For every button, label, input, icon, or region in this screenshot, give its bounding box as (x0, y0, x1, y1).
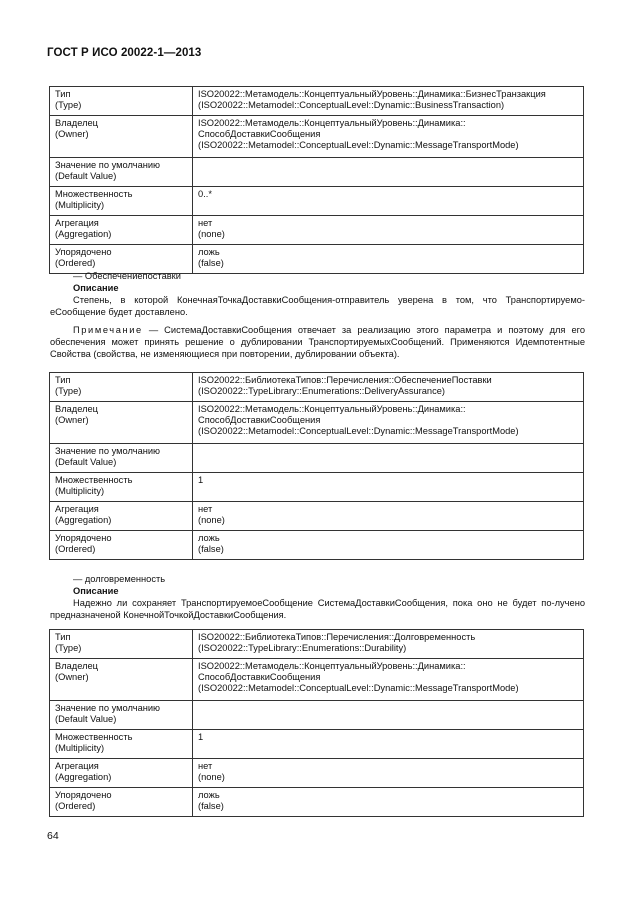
property-value-line: (ISO20022::TypeLibrary::Enumerations::Durability) (198, 643, 407, 653)
property-value-cell (193, 216, 584, 245)
property-name-line: (Multiplicity) (55, 743, 105, 753)
table-row (50, 402, 584, 444)
property-value-cell (193, 531, 584, 560)
page-header: ГОСТ Р ИСО 20022-1—2013 (47, 47, 202, 59)
property-value-line: ISO20022::Метамодель::КонцептуальныйУровень::Динамика::БизнесТранзакция (198, 89, 546, 99)
note-label: Примечание (73, 325, 143, 335)
property-name-line: (Type) (55, 643, 82, 653)
property-name-cell (50, 158, 193, 187)
attribute-name: — долговременность (73, 574, 166, 584)
property-name-cell (50, 788, 193, 817)
property-name-line: Владелец (55, 118, 99, 128)
property-name-cell (50, 730, 193, 759)
table-row (50, 630, 584, 659)
property-value-cell (193, 373, 584, 402)
property-value-cell (193, 701, 584, 730)
property-name-line: (Owner) (55, 129, 89, 139)
description-text: Надежно ли сохраняет ТранспортируемоеСообщение СистемаДоставкиСообщения, пока оно не будет по-лучено предназначеной КонечнойТочкойДоставкиСообщения. (50, 598, 585, 620)
property-value-line: ISO20022::БиблиотекаТипов::Перечисления::Долговременность (198, 632, 476, 642)
table-row (50, 216, 584, 245)
property-name-line: Множественность (55, 732, 133, 742)
table-row (50, 187, 584, 216)
property-name-line: (Owner) (55, 672, 89, 682)
property-name-line: Значение по умолчанию (55, 446, 161, 456)
section-durability (50, 573, 585, 621)
property-value-line: СпособДоставкиСообщения (198, 129, 321, 139)
property-value-cell (193, 87, 584, 116)
property-value-line: 0..* (198, 189, 212, 199)
property-value-line: нет (198, 504, 213, 514)
property-name-line: Тип (55, 89, 71, 99)
property-value-line: (ISO20022::Metamodel::ConceptualLevel::Dynamic::MessageTransportMode) (198, 683, 519, 693)
property-value-cell (193, 473, 584, 502)
property-value-cell (193, 788, 584, 817)
property-name-cell (50, 116, 193, 158)
table-row (50, 444, 584, 473)
property-name-cell (50, 87, 193, 116)
property-name-line: (Type) (55, 100, 82, 110)
property-value-line: (ISO20022::TypeLibrary::Enumerations::DeliveryAssurance) (198, 386, 445, 396)
property-name-line: Множественность (55, 475, 133, 485)
attribute-name: — Обеспечениепоставки (73, 271, 181, 281)
table-row (50, 531, 584, 560)
property-value-cell (193, 402, 584, 444)
property-name-line: Тип (55, 375, 71, 385)
section-delivery-assurance (50, 270, 585, 360)
property-name-line: (Aggregation) (55, 772, 112, 782)
property-value-cell (193, 630, 584, 659)
property-value-line: (none) (198, 515, 225, 525)
property-value-line: ложь (198, 790, 220, 800)
property-value-line: (none) (198, 772, 225, 782)
property-value-line: (ISO20022::Metamodel::ConceptualLevel::Dynamic::MessageTransportMode) (198, 140, 519, 150)
property-name-line: (Multiplicity) (55, 200, 105, 210)
table-row (50, 759, 584, 788)
property-name-line: (Ordered) (55, 544, 96, 554)
table-row (50, 87, 584, 116)
property-value-line: нет (198, 218, 213, 228)
property-name-line: Владелец (55, 661, 99, 671)
property-name-cell (50, 502, 193, 531)
property-name-line: (Aggregation) (55, 229, 112, 239)
property-name-line: Агрегация (55, 504, 99, 514)
property-name-line: (Multiplicity) (55, 486, 105, 496)
property-name-line: Агрегация (55, 218, 99, 228)
property-value-line: ложь (198, 533, 220, 543)
table-row (50, 373, 584, 402)
note-text: — СистемаДоставкиСообщения отвечает за реализацию этого параметра и поэтому для его обеспечения может принять решение о дублировании ТранспортируемыхСообщений. Применяются Идемпотентные Свойства (свойства, не изменяющиеся при повторении, дублировании объекта). (50, 325, 585, 359)
property-value-cell (193, 116, 584, 158)
property-value-cell (193, 187, 584, 216)
property-table-2 (49, 372, 584, 560)
table-row (50, 158, 584, 187)
table-row (50, 116, 584, 158)
property-name-line: (Type) (55, 386, 82, 396)
property-value-line: 1 (198, 732, 204, 742)
property-name-cell (50, 444, 193, 473)
table-row (50, 701, 584, 730)
property-value-cell (193, 502, 584, 531)
property-name-cell (50, 187, 193, 216)
property-name-line: (Aggregation) (55, 515, 112, 525)
property-value-cell (193, 659, 584, 701)
property-name-line: (Default Value) (55, 171, 117, 181)
property-name-cell (50, 659, 193, 701)
property-value-line: (ISO20022::Metamodel::ConceptualLevel::Dynamic::BusinessTransaction) (198, 100, 505, 110)
property-value-line: (false) (198, 544, 224, 554)
property-name-cell (50, 402, 193, 444)
property-name-line: Упорядочено (55, 790, 112, 800)
property-name-cell (50, 630, 193, 659)
property-name-line: Значение по умолчанию (55, 160, 161, 170)
property-value-line: 1 (198, 475, 204, 485)
property-value-cell (193, 158, 584, 187)
property-value-line: ISO20022::Метамодель::КонцептуальныйУровень::Динамика:: (198, 118, 466, 128)
description-caption: Описание (73, 283, 119, 293)
property-name-cell (50, 531, 193, 560)
note (50, 324, 585, 360)
property-value-line: (ISO20022::Metamodel::ConceptualLevel::Dynamic::MessageTransportMode) (198, 426, 519, 436)
property-table-1 (49, 86, 584, 274)
property-value-cell (193, 759, 584, 788)
table-row (50, 502, 584, 531)
property-name-line: Множественность (55, 189, 133, 199)
property-name-line: Агрегация (55, 761, 99, 771)
property-value-line: ISO20022::Метамодель::КонцептуальныйУровень::Динамика:: (198, 404, 466, 414)
property-name-line: (Default Value) (55, 714, 117, 724)
property-name-line: (Ordered) (55, 801, 96, 811)
property-name-cell (50, 701, 193, 730)
property-name-line: Значение по умолчанию (55, 703, 161, 713)
property-value-line: ISO20022::Метамодель::КонцептуальныйУровень::Динамика:: (198, 661, 466, 671)
property-value-line: СпособДоставкиСообщения (198, 415, 321, 425)
property-name-cell (50, 473, 193, 502)
property-name-cell (50, 759, 193, 788)
table-row (50, 788, 584, 817)
property-value-line: СпособДоставкиСообщения (198, 672, 321, 682)
description-caption: Описание (73, 586, 119, 596)
property-value-line: (false) (198, 801, 224, 811)
property-value-line: (none) (198, 229, 225, 239)
table-row (50, 659, 584, 701)
property-name-line: (Ordered) (55, 258, 96, 268)
property-name-cell (50, 216, 193, 245)
property-name-line: Владелец (55, 404, 99, 414)
property-value-cell (193, 444, 584, 473)
property-table-3 (49, 629, 584, 817)
property-value-line: (false) (198, 258, 224, 268)
property-name-cell (50, 373, 193, 402)
property-name-line: (Default Value) (55, 457, 117, 467)
table-row (50, 473, 584, 502)
property-value-line: ложь (198, 247, 220, 257)
property-name-line: Упорядочено (55, 533, 112, 543)
table-row (50, 730, 584, 759)
property-value-cell (193, 730, 584, 759)
description-text: Степень, в которой КонечнаяТочкаДоставкиСообщения-отправитель уверена в том, что Транспортируемо-еСообщение будет доставлено. (50, 295, 585, 317)
property-name-line: Тип (55, 632, 71, 642)
property-value-line: ISO20022::БиблиотекаТипов::Перечисления::ОбеспечениеПоставки (198, 375, 492, 385)
property-name-line: (Owner) (55, 415, 89, 425)
page-number: 64 (47, 830, 59, 842)
property-name-line: Упорядочено (55, 247, 112, 257)
property-value-line: нет (198, 761, 213, 771)
